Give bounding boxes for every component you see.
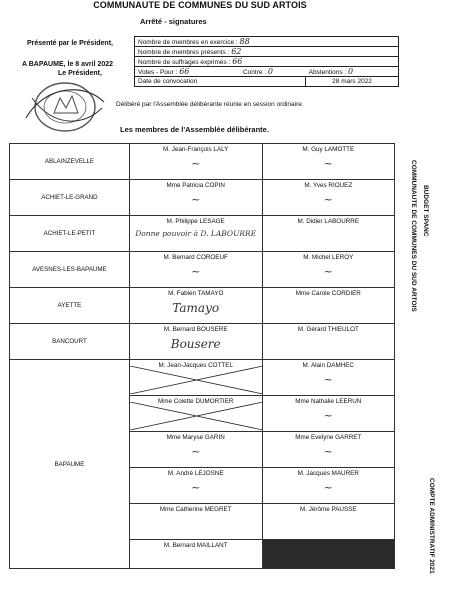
signature: ~	[323, 193, 333, 206]
member-cell	[129, 180, 262, 216]
member-name: Mme Colette DUMORTIER	[157, 398, 234, 405]
member-name: Mme Nathalie LEERUN	[295, 398, 362, 405]
convocation-date-value: 28 mars 2022	[306, 77, 399, 87]
table-row	[10, 144, 395, 180]
member-name: M. Jean-Jacques COTTEL	[158, 362, 233, 369]
official-stamp	[24, 78, 106, 136]
member-cell	[262, 360, 394, 396]
member-name: M. Alain DAMHEC	[302, 362, 354, 369]
in-office-label: Nombre de membres en exercice :	[138, 39, 238, 46]
member-cell	[129, 324, 262, 360]
member-cell	[262, 216, 394, 252]
stats-for	[135, 67, 240, 77]
member-cell	[129, 504, 262, 540]
table-row	[10, 252, 395, 288]
commune-ablainzevelle: ABLAINZEVELLE	[10, 144, 130, 180]
proxy-note: Donne pouvoir à D. LABOURRE	[135, 229, 257, 238]
member-cell	[129, 288, 262, 324]
signature: ~	[191, 481, 201, 494]
member-name: M. Jérôme PAUSSE	[299, 506, 357, 513]
member-name: Mme Catherine MEGRET	[159, 506, 232, 513]
member-cell	[262, 288, 394, 324]
crossed-out-mark	[130, 402, 263, 430]
member-cell	[129, 360, 262, 396]
signature: Tamayo	[172, 301, 220, 315]
for-value: 66	[179, 67, 190, 76]
member-name: M. Philippe LESAGE	[166, 218, 225, 225]
member-cell	[129, 432, 262, 468]
member-cell	[262, 252, 394, 288]
member-name: M. André LEJOSNE	[167, 470, 224, 477]
member-cell	[262, 468, 394, 504]
members-signature-table	[9, 143, 395, 569]
member-cell	[262, 144, 394, 180]
members-title: Les membres de l'Assemblée délibérante.	[120, 125, 269, 134]
member-name: M. Jean-François LALY	[163, 146, 229, 153]
member-cell	[262, 324, 394, 360]
member-name: Mme Patricia COPIN	[166, 182, 225, 189]
document-subtitle: Arrêté - signatures	[140, 17, 207, 26]
president-label: Le Président,	[58, 70, 102, 77]
present-label: Nombre de membres présents :	[138, 49, 230, 56]
member-name: M. Jacques MAURER	[297, 470, 359, 477]
member-name: Mme Evelyne GARRET	[295, 434, 362, 441]
against-value: 0	[267, 67, 273, 76]
signature: ~	[323, 481, 333, 494]
place-date: A BAPAUME, le 8 avril 2022	[22, 61, 114, 68]
commune-bapaume: BAPAUME	[10, 360, 130, 569]
document-title: COMMUNAUTE DE COMMUNES DU SUD ARTOIS	[93, 0, 307, 10]
signature: ~	[191, 157, 201, 170]
member-cell	[129, 216, 262, 252]
signature: ~	[191, 193, 201, 206]
crossed-out-mark	[130, 366, 263, 394]
signature: ~	[191, 445, 201, 458]
table-row	[10, 360, 395, 396]
redacted-cell	[262, 540, 394, 569]
member-name: M. Yves RIOUEZ	[304, 182, 353, 189]
signature: ~	[323, 265, 333, 278]
member-cell	[129, 252, 262, 288]
in-office-value: 88	[239, 37, 250, 46]
abstention-value: 0	[348, 67, 354, 76]
signature: Bousere	[170, 337, 221, 351]
member-name: M. Michel LEROY	[303, 254, 354, 261]
commune-achiet-le-petit: ACHIET-LE-PETIT	[10, 216, 130, 252]
abstention-label: Abstentions :	[308, 69, 347, 76]
member-name: M. Gérard THIEULOT	[297, 326, 359, 333]
signature: ~	[323, 445, 333, 458]
side-title: COMMUNAUTE DE COMMUNES DU SUD ARTOIS	[410, 160, 417, 312]
member-name: M. Bernard COROEUF	[163, 254, 228, 261]
member-name: M. Guy LAMOTTE	[302, 146, 355, 153]
commune-bancourt: BANCOURT	[10, 324, 130, 360]
vote-stats-table	[134, 36, 399, 87]
stats-abstention	[306, 67, 399, 77]
member-cell	[262, 504, 394, 540]
member-name: Mme Carole CORDIER	[295, 290, 361, 297]
votes-value: 66	[232, 57, 243, 66]
side-budget: BUDGET SPANC	[422, 185, 429, 237]
commune-avesnes-les-bapaume: AVESNES-LES-BAPAUME	[10, 252, 130, 288]
table-row	[10, 216, 395, 252]
deliberation-text: Délibéré par l'Assemblée délibérante réunie en session ordinaire.	[116, 101, 304, 108]
votes-label: Nombre de suffrages exprimés :	[138, 59, 231, 66]
commune-ayette: AYETTE	[10, 288, 130, 324]
convocation-date-label: Date de convocation	[135, 77, 306, 87]
signature: ~	[191, 265, 201, 278]
member-name: M. Didier LABOURRE	[297, 218, 360, 225]
table-row	[10, 324, 395, 360]
member-cell	[262, 396, 394, 432]
signature: ~	[323, 157, 333, 170]
present-value: 62	[231, 47, 242, 56]
against-label: Contre :	[242, 69, 267, 76]
member-name: M. Fabien TAMAYO	[168, 290, 224, 297]
table-row	[10, 180, 395, 216]
member-cell	[129, 468, 262, 504]
member-cell	[129, 144, 262, 180]
stats-against	[240, 67, 306, 77]
stats-votes	[135, 57, 399, 67]
member-cell	[129, 396, 262, 432]
presented-by: Présenté par le Président,	[27, 40, 113, 47]
stats-in-office	[135, 37, 399, 47]
side-bottom: COMPTE ADMINISTRATIF 2021	[428, 478, 435, 574]
signature: ~	[323, 409, 333, 422]
member-cell	[129, 540, 262, 569]
member-name: M. Bernard MAILLANT	[163, 542, 228, 549]
member-cell	[262, 180, 394, 216]
member-name: M. Bernard BOUSERE	[163, 326, 228, 333]
for-label: Votes - Pour :	[138, 69, 178, 76]
table-row	[10, 288, 395, 324]
signature: ~	[323, 373, 333, 386]
member-name: Mme Maryse GARIN	[166, 434, 225, 441]
commune-achiet-le-grand: ACHIET-LE-GRAND	[10, 180, 130, 216]
member-cell	[262, 432, 394, 468]
stats-present	[135, 47, 399, 57]
